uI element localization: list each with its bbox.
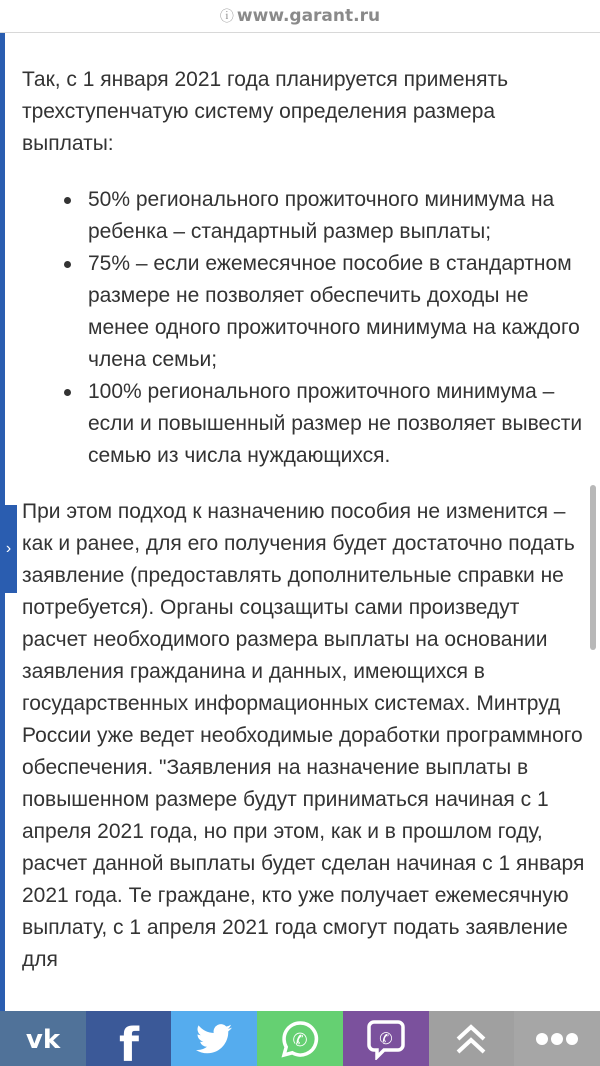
twitter-share-button[interactable] <box>171 1011 257 1066</box>
svg-text:✆: ✆ <box>379 1028 393 1048</box>
share-bar <box>0 1011 600 1066</box>
info-icon: ⓘ <box>219 9 234 25</box>
list-item: 50% регионального прожиточного минимума на ребенка – стандартный размер выплаты; <box>88 184 588 248</box>
side-panel-toggle[interactable] <box>0 505 17 593</box>
article-body <box>22 48 588 1000</box>
facebook-share-button[interactable] <box>86 1011 172 1066</box>
svg-text:✆: ✆ <box>292 1029 308 1051</box>
svg-text:vk: vk <box>25 1025 60 1052</box>
vk-share-button[interactable] <box>0 1011 86 1066</box>
list-item: 100% регионального прожиточного минимума – если и повышенный размер не позволяет вывести семью из числа нуждающихся. <box>88 376 588 472</box>
scrollbar[interactable] <box>590 485 596 650</box>
more-button[interactable] <box>514 1011 600 1066</box>
twitter-icon <box>196 1024 232 1054</box>
vk-icon <box>23 1026 63 1052</box>
paragraph: При этом подход к назначению пособия не изменится – как и ранее, для его получения будет достаточно подать заявление (предоставлять дополнительные справки не потребуется). Органы соцзащиты сами произведут расчет необходимого размера выплаты на основании заявления гражданина и данных, имеющихся в государственных информационных системах. Минтруд России уже ведет необходимые доработки программного обеспечения. "Заявления на назначение выплаты в повышенном размере будут приниматься начиная с 1 апреля 2021 года, но при этом, как и в прошлом году, расчет данной выплаты будет сделан начиная с 1 января 2021 года. Те граждане, кто уже получает ежемесячную выплату, с 1 апреля 2021 года смогут подать заявление для <box>22 500 585 971</box>
list-item: 75% – если ежемесячное пособие в стандартном размере не позволяет обеспечить доходы не менее одного прожиточного минимума на каждого члена семьи; <box>88 248 588 376</box>
bullet-list <box>88 184 588 472</box>
viber-share-button[interactable] <box>343 1011 429 1066</box>
whatsapp-icon <box>280 1019 320 1059</box>
facebook-icon <box>117 1017 141 1061</box>
svg-text:f: f <box>118 1017 139 1061</box>
double-chevron-up-icon <box>454 1023 488 1055</box>
url-text: www.garant.ru <box>236 6 381 26</box>
address-bar[interactable] <box>0 0 600 33</box>
chevron-right-icon: › <box>5 540 12 557</box>
scroll-top-button[interactable] <box>429 1011 515 1066</box>
more-dots-icon <box>535 1032 579 1046</box>
viber-icon <box>366 1018 406 1060</box>
paragraph: Так, с 1 января 2021 года планируется применять трехступенчатую систему определения размера выплаты: <box>22 68 509 155</box>
whatsapp-share-button[interactable] <box>257 1011 343 1066</box>
